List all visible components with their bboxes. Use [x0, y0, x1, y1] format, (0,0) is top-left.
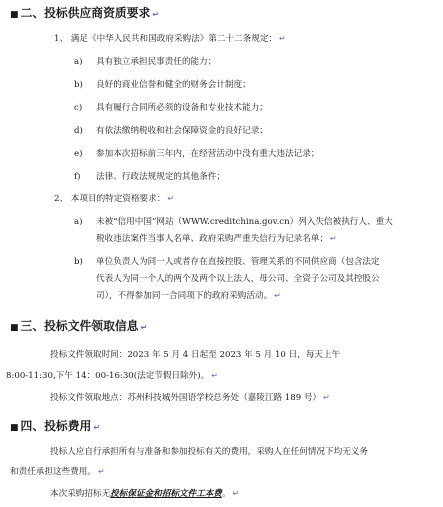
list-item	[74, 148, 320, 160]
list-item-text: 税收违法案件当事人名单、政府采购严重失信行为记录名单；	[96, 234, 329, 244]
list-item-tag: c)	[74, 103, 83, 113]
list-item-text: 未被“信用中国”网站（WWW.creditchina.gov.cn）列入失信被执行人、重大	[96, 217, 393, 227]
list-item	[74, 79, 251, 91]
list-item-tag: a)	[74, 217, 83, 227]
paragraph-mark-icon: ↵	[93, 423, 101, 432]
paragraph-mark-icon: ↵	[330, 234, 337, 243]
s2-item2	[54, 193, 174, 205]
paragraph-mark-icon: ↵	[232, 489, 240, 498]
list-item-tag: b)	[74, 257, 83, 267]
s2-item1-lead: 1、 满足《中华人民共和国政府采购法》第二十二条规定：	[54, 34, 278, 44]
list-item-text: 参加本次招标前三年内，在经营活动中没有重大违法记录；	[96, 149, 320, 159]
body-text: 投标人应自行承担所有与准备和参加投标有关的费用，采购人在任何情况下均无义务	[50, 447, 368, 457]
list-item-text: 单位负责人为同一人或者存在直接控股、管理关系的不同供应商（包含法定	[96, 257, 380, 267]
list-item	[74, 171, 225, 183]
list-item-tag: a)	[74, 57, 83, 67]
heading-bullet-icon: ■	[10, 323, 19, 333]
s2-item2-b-line3	[96, 290, 281, 302]
list-item-tag: f)	[74, 172, 81, 182]
paragraph-mark-icon: ↵	[274, 291, 281, 300]
body-text: 和责任承担这些费用。	[10, 467, 96, 477]
s2-item2-b-line2	[96, 273, 380, 285]
list-item-text: 代表人为同一个人的两个及两个以上法人，母公司、全资子公司及其控股公	[96, 274, 380, 284]
s2-item2-lead: 2、 本项目的特定资格要求：	[54, 194, 166, 204]
heading-bullet-icon: ■	[10, 423, 19, 433]
section-2-heading	[10, 5, 159, 23]
list-item-text: 法律、行政法规规定的其他条件；	[96, 172, 225, 182]
section-2-title: 二、投标供应商资质要求	[20, 6, 151, 20]
s2-item2-b-line1	[74, 256, 380, 268]
s4-p1-line2	[10, 466, 105, 478]
s2-item2-a-line1	[74, 216, 393, 228]
list-item-text: 司），不得参加同一合同项下的政府采购活动。	[96, 291, 273, 301]
s3-place-line	[50, 392, 330, 404]
paragraph-mark-icon: ↵	[152, 10, 159, 19]
section-4-heading	[10, 418, 100, 436]
section-3-title: 三、投标文件领取信息	[20, 319, 139, 333]
list-item-text: 有依法缴纳税收和社会保障资金的良好记录；	[96, 126, 268, 136]
list-item-text: 具有独立承担民事责任的能力；	[96, 57, 217, 67]
list-item-tag: e)	[74, 149, 83, 159]
list-item	[74, 102, 268, 114]
s4-p2	[50, 488, 239, 500]
list-item	[74, 56, 217, 68]
section-3-heading	[10, 318, 147, 336]
s3-time-line1	[50, 349, 340, 361]
list-item-tag: b)	[74, 80, 83, 90]
list-item-text: 良好的商业信誉和健全的财务会计制度；	[96, 80, 251, 90]
paragraph-mark-icon: ↵	[140, 323, 148, 332]
paragraph-mark-icon: ↵	[279, 34, 286, 43]
body-text: 。	[221, 489, 231, 499]
body-text: 本次采购招标无	[50, 489, 111, 499]
section-4-title: 四、投标费用	[20, 419, 92, 433]
list-item-tag: d)	[74, 126, 83, 136]
paragraph-mark-icon: ↵	[323, 393, 330, 402]
s2-item2-a-line2	[96, 233, 337, 245]
body-text: 投标文件领取地点：苏州科技城外国语学校总务处（嘉陵江路 189 号）	[50, 393, 322, 403]
paragraph-mark-icon: ↵	[211, 371, 218, 380]
s2-item1	[54, 33, 286, 45]
s4-p1-line1	[50, 446, 368, 458]
list-item-text: 具有履行合同所必须的设备和专业技术能力；	[96, 103, 268, 113]
body-text: 8:00-11:30,下午 14：00-16:30(法定节假日除外)。	[6, 371, 210, 381]
paragraph-mark-icon: ↵	[97, 467, 105, 476]
emphasized-text: 投标保证金和招标文件工本费	[110, 489, 222, 499]
list-item	[74, 125, 268, 137]
body-text: 投标文件领取时间：2023 年 5 月 4 日起至 2023 年 5 月 10 日，每天上午	[50, 350, 341, 360]
s3-time-line2	[6, 370, 218, 382]
heading-bullet-icon: ■	[10, 10, 19, 20]
paragraph-mark-icon: ↵	[167, 194, 175, 203]
